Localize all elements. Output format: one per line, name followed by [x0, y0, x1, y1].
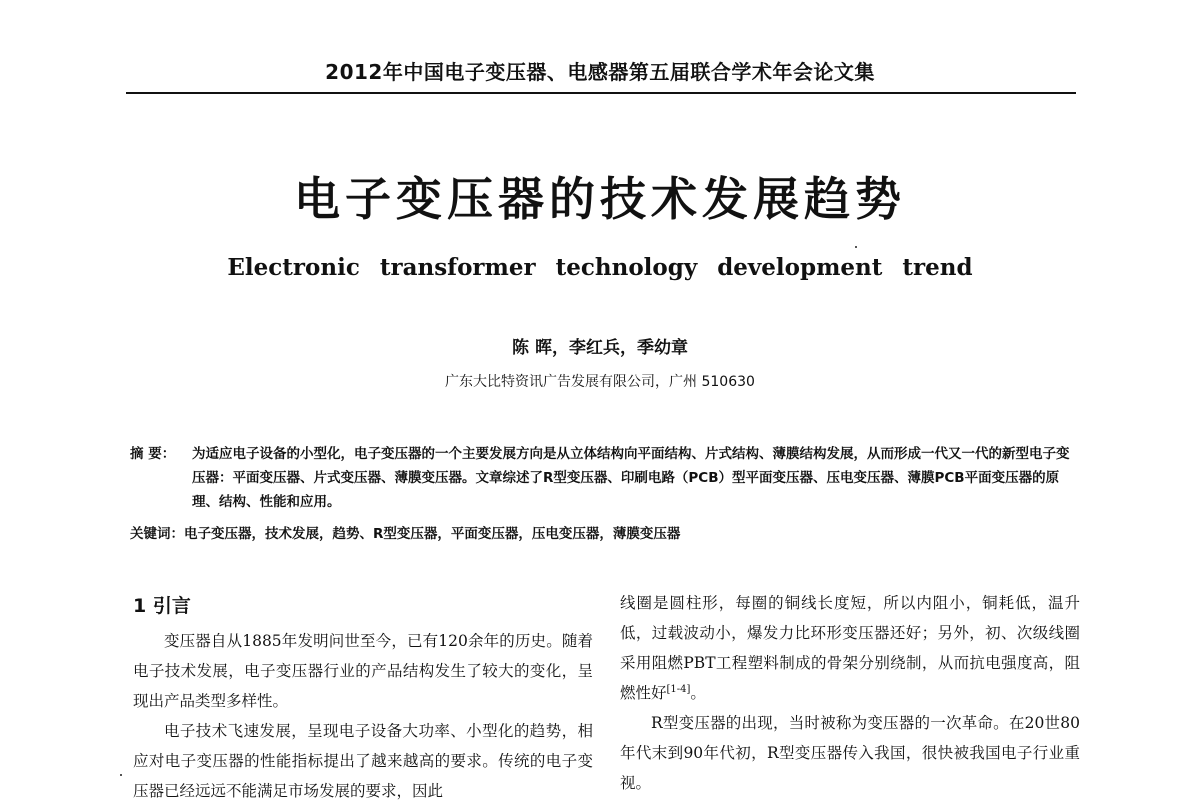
- abstract-text: 为适应电子设备的小型化，电子变压器的一个主要发展方向是从立体结构向平面结构、片式结构、薄膜结构发展，从而形成一代又一代的新型电子变压器：平面变压器、片式变压器、薄膜变压器。文章综述了R型变压器、印刷电路（PCB）型平面变压器、压电变压器、薄膜PCB平面变压器的原理、结构、性能和应用。: [192, 446, 1070, 510]
- scan-speck: [120, 774, 122, 776]
- body-paragraph: 变压器自从1885年发明问世至今，已有120余年的历史。随着电子技术发展，电子变压器行业的产品结构发生了较大的变化，呈现出产品类型多样性。: [133, 632, 593, 710]
- author-list: 陈 晖，李红兵，季幼章: [512, 338, 688, 358]
- keywords-label: 关键词：: [130, 526, 184, 542]
- header-rule: [126, 92, 1076, 94]
- right-column: [620, 588, 1080, 798]
- abstract-block: [130, 442, 1080, 514]
- running-head: 2012年中国电子变压器、电感器第五届联合学术年会论文集: [325, 60, 875, 84]
- author-affiliation: 广东大比特资讯广告发展有限公司，广州 510630: [445, 374, 755, 390]
- left-column: [133, 588, 593, 806]
- paper-title: 电子变压器的技术发展趋势: [294, 172, 906, 226]
- body-paragraph: [620, 588, 1080, 708]
- section-heading: 1 引言: [133, 595, 191, 617]
- scan-speck: [855, 246, 857, 248]
- body-paragraph: R型变压器的出现，当时被称为变压器的一次革命。在20世80年代末到90年代初，R型变压器传入我国，很快被我国电子行业重视。: [620, 714, 1080, 792]
- body-paragraph: 电子技术飞速发展，呈现电子设备大功率、小型化的趋势，相应对电子变压器的性能指标提出了越来越高的要求。传统的电子变压器已经远远不能满足市场发展的要求，因此: [133, 722, 593, 800]
- abstract-label: 摘 要：: [130, 446, 176, 462]
- paper-title-english: Electronic transformer technology development trend: [227, 254, 973, 281]
- keywords-text: 电子变压器，技术发展，趋势、R型变压器，平面变压器，压电变压器，薄膜变压器: [184, 526, 681, 542]
- citation-ref: [1-4]: [666, 683, 691, 695]
- paragraph-text: 线圈是圆柱形，每圈的铜线长度短，所以内阻小，铜耗低，温升低，过载波动小，爆发力比环形变压器还好；另外，初、次级线圈采用阻燃PBT工程塑料制成的骨架分别绕制，从而抗电强度高，阻燃性好: [620, 594, 1080, 702]
- keywords-block: [130, 522, 1080, 546]
- paragraph-end: 。: [690, 684, 706, 702]
